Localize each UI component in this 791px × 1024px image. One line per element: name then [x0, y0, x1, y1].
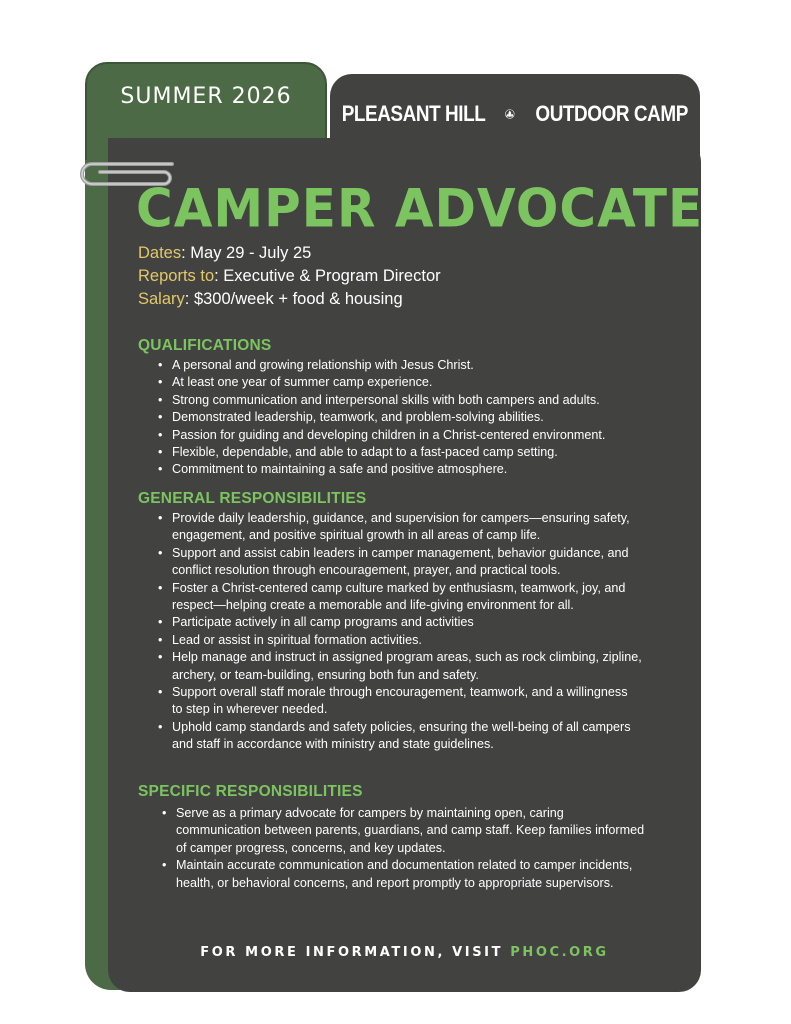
logo-text-left: PLEASANT HILL	[341, 101, 486, 126]
job-meta	[138, 242, 688, 311]
list-item: • Flexible, dependable, and able to adapt to a fast-paced camp setting.	[172, 444, 712, 461]
season-label: SUMMER 2026	[120, 84, 292, 109]
list-item: • Maintain accurate communication and documentation related to camper incidents, health, or behavioral concerns, and report promptly to appropriate supervisors.	[176, 857, 716, 892]
meta-dates: Dates: May 29 - July 25	[138, 244, 312, 262]
qualifications-list	[152, 357, 712, 479]
list-item: • Demonstrated leadership, teamwork, and problem-solving abilities.	[172, 409, 712, 426]
logo-text-right: OUTDOOR CAMP	[535, 101, 688, 126]
footer-text: FOR MORE INFORMATION, VISIT	[200, 945, 511, 960]
list-item: • Uphold camp standards and safety policies, ensuring the well-being of all campers and staff in accordance with ministry and state guidelines.	[172, 719, 712, 754]
list-item: • Commitment to maintaining a safe and positive atmosphere.	[172, 461, 712, 478]
general-responsibilities-list	[152, 510, 712, 754]
list-item: • A personal and growing relationship with Jesus Christ.	[172, 357, 712, 374]
qualifications-heading: QUALIFICATIONS	[138, 337, 272, 354]
list-item: • Strong communication and interpersonal skills with both campers and adults.	[172, 392, 712, 409]
footer-info	[108, 945, 701, 960]
list-item: • Provide daily leadership, guidance, and supervision for campers—ensuring safety, engagement, and positive spiritual growth in all areas of camp life.	[172, 510, 712, 545]
meta-reports-to: Reports to: Executive & Program Director	[138, 267, 441, 285]
list-item: • Passion for guiding and developing children in a Christ-centered environment.	[172, 427, 712, 444]
list-item: • Support overall staff morale through encouragement, teamwork, and a willingness to step in wherever needed.	[172, 684, 712, 719]
job-title: CAMPER ADVOCATE	[136, 178, 704, 239]
list-item: • Lead or assist in spiritual formation activities.	[172, 632, 712, 649]
list-item: • Foster a Christ-centered camp culture marked by enthusiasm, teamwork, joy, and respect—helping create a memorable and life-giving environment for all.	[172, 580, 712, 615]
specific-responsibilities-heading: SPECIFIC RESPONSIBILITIES	[138, 783, 363, 800]
list-item: • Participate actively in all camp programs and activities	[172, 614, 712, 631]
list-item: • At least one year of summer camp experience.	[172, 374, 712, 391]
list-item: • Serve as a primary advocate for campers by maintaining open, caring communication between parents, guardians, and camp staff. Keep families informed of camper progress, concerns, and key updates.	[176, 805, 716, 857]
specific-responsibilities-list	[156, 805, 716, 892]
meta-salary: Salary: $300/week + food & housing	[138, 290, 403, 308]
camp-logo	[330, 88, 700, 140]
pine-tree-icon	[505, 91, 515, 137]
list-item: • Support and assist cabin leaders in camper management, behavior guidance, and conflict resolution through encouragement, prayer, and practical tools.	[172, 545, 712, 580]
website-link[interactable]: PHOC.ORG	[510, 945, 609, 960]
list-item: • Help manage and instruct in assigned program areas, such as rock climbing, zipline, archery, or team-building, ensuring both fun and safety.	[172, 649, 712, 684]
general-responsibilities-heading: GENERAL RESPONSIBILITIES	[138, 490, 367, 507]
